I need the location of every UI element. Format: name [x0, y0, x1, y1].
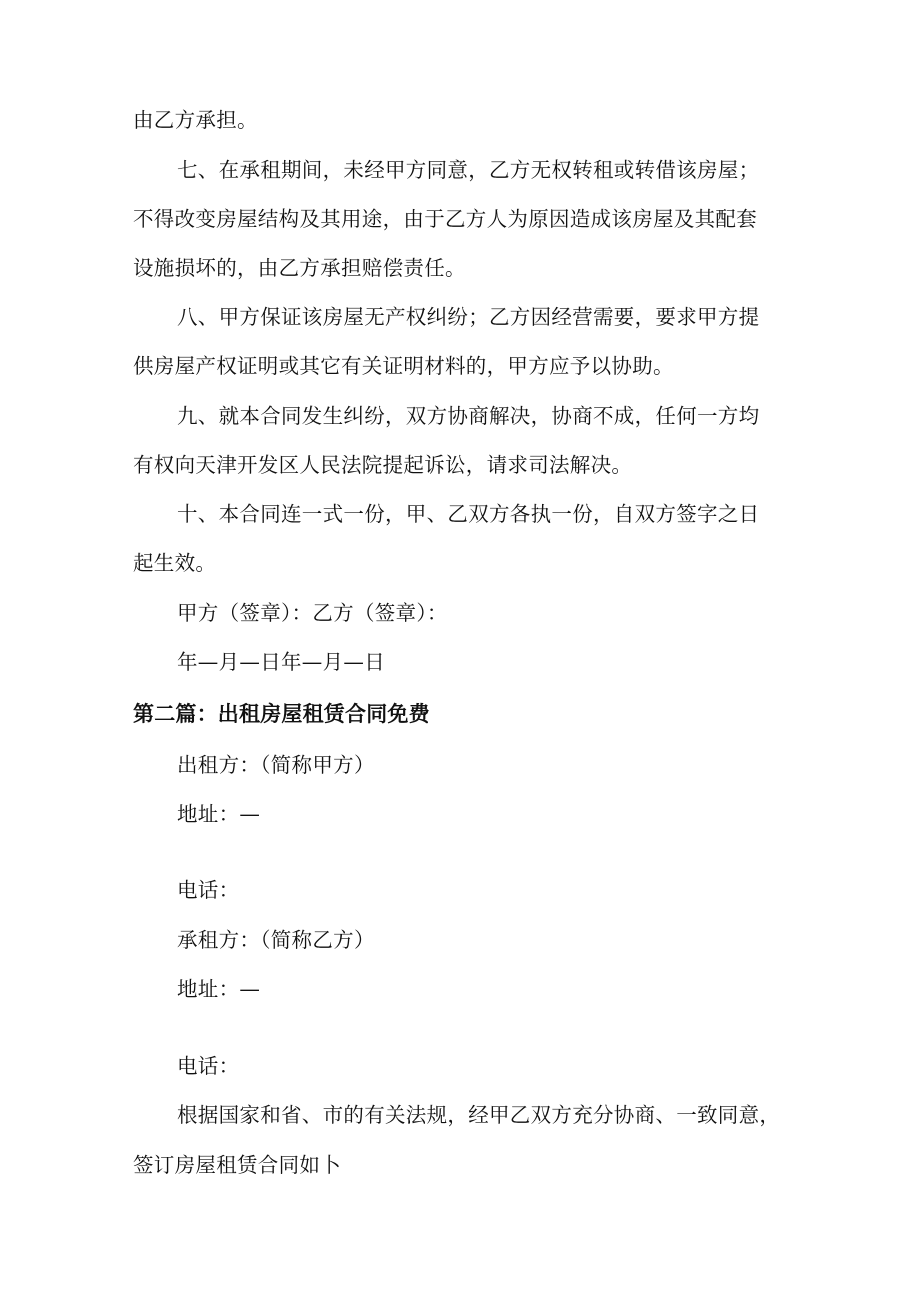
signature-line: 甲方（签章）：乙方（签章）： [177, 601, 448, 625]
paragraph-line: 设施损坏的，由乙方承担赔偿责任。 [133, 256, 466, 280]
paragraph-line: 不得改变房屋结构及其用途，由于乙方人为原因造成该房屋及其配套 [133, 207, 757, 231]
paragraph-line: 起生效。 [133, 551, 217, 575]
paragraph-line: 十、本合同连一式一份，甲、乙双方各执一份，自双方签字之日 [177, 502, 760, 526]
phone-line: 电话： [177, 1054, 240, 1078]
paragraph-line: 九、就本合同发生纠纷，双方协商解决，协商不成，任何一方均 [177, 404, 760, 428]
paragraph-line: 有权向天津开发区人民法院提起诉讼，请求司法解决。 [133, 453, 633, 477]
address-line: 地址：— [177, 977, 261, 1001]
paragraph-line: 八、甲方保证该房屋无产权纠纷；乙方因经营需要，要求甲方提 [177, 305, 760, 329]
lessor-line: 出租方：（简称甲方） [177, 753, 375, 777]
phone-line: 电话： [177, 878, 240, 902]
paragraph-line: 供房屋产权证明或其它有关证明材料的，甲方应予以协助。 [133, 354, 674, 378]
paragraph-line: 由乙方承担。 [133, 108, 258, 132]
address-line: 地址：— [177, 802, 261, 826]
lessee-line: 承租方：（简称乙方） [177, 928, 375, 952]
date-line: 年—月—日年—月—日 [177, 650, 385, 674]
paragraph-line: 七、在承租期间，未经甲方同意，乙方无权转租或转借该房屋； [177, 158, 760, 182]
section-heading: 第二篇：出租房屋租赁合同免费 [133, 702, 430, 726]
paragraph-line: 签订房屋租赁合同如卜 [133, 1153, 341, 1177]
paragraph-line: 根据国家和省、市的有关法规，经甲乙双方充分协商、一致同意， [177, 1103, 781, 1127]
